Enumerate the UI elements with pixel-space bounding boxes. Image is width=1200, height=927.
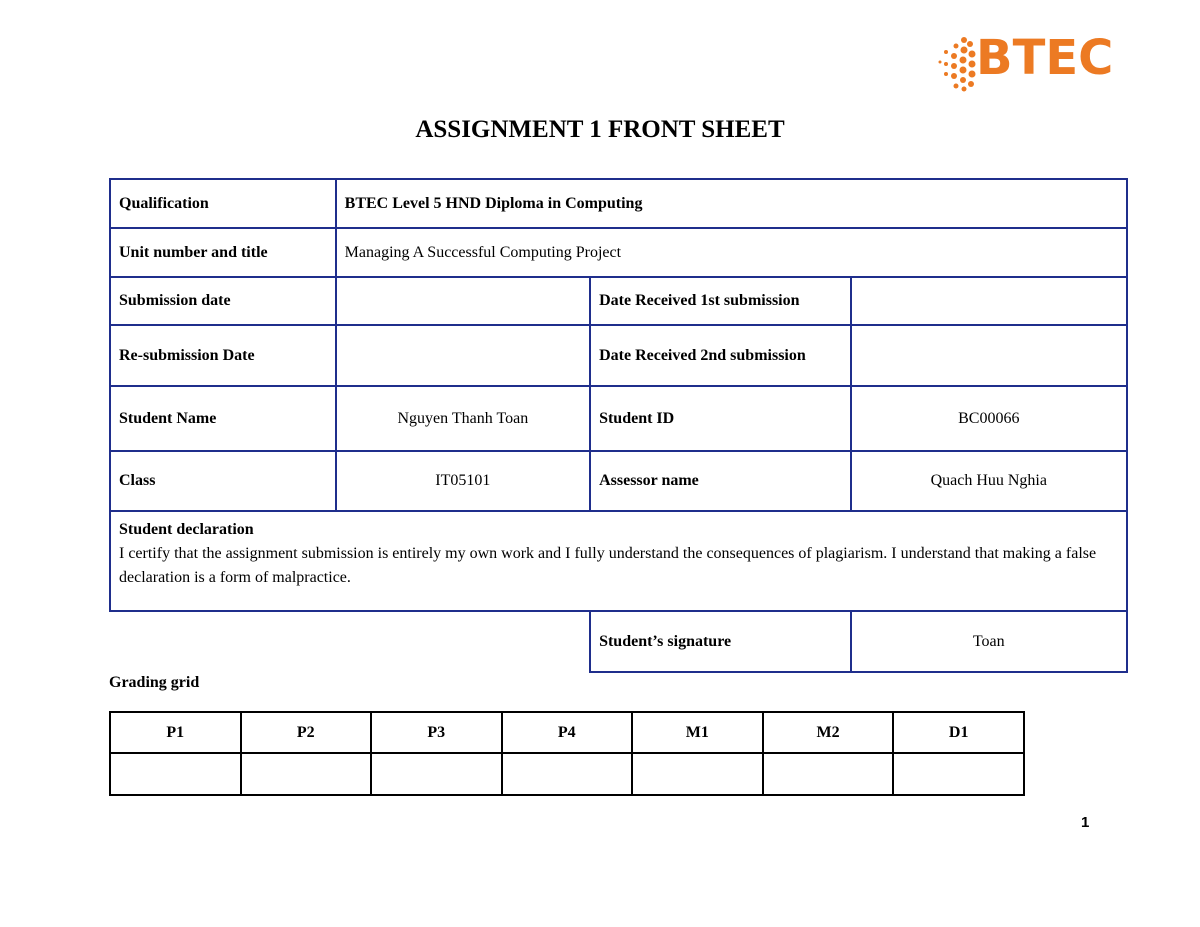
unit-value: Managing A Successful Computing Project [336, 228, 1127, 277]
grading-grid-table [109, 711, 1025, 796]
page-number: 1 [1081, 814, 1090, 831]
qualification-label: Qualification [110, 179, 336, 228]
student-id-value: BC00066 [851, 386, 1127, 451]
student-name-label: Student Name [110, 386, 336, 451]
grade-cell-p2[interactable] [241, 753, 372, 795]
date-received-1-label: Date Received 1st submission [590, 277, 850, 325]
grade-header-p4: P4 [502, 712, 633, 753]
row-class [110, 451, 1127, 511]
date-received-2-value[interactable] [851, 325, 1127, 386]
assessor-label: Assessor name [590, 451, 850, 511]
grade-cell-m2[interactable] [763, 753, 894, 795]
btec-logo [936, 30, 1122, 94]
grade-cell-p1[interactable] [110, 753, 241, 795]
row-declaration [110, 511, 1127, 611]
student-id-label: Student ID [590, 386, 850, 451]
grade-header-p1: P1 [110, 712, 241, 753]
front-sheet-table [109, 178, 1128, 673]
signature-label: Student’s signature [590, 611, 850, 672]
declaration-cell [110, 511, 1127, 611]
grade-header-m2: M2 [763, 712, 894, 753]
grade-header-p2: P2 [241, 712, 372, 753]
class-label: Class [110, 451, 336, 511]
grade-cell-d1[interactable] [893, 753, 1024, 795]
declaration-text: I certify that the assignment submission is entirely my own work and I fully understand the consequences of plagiarism. I understand that making a false declaration is a form of malpractice. [119, 545, 1097, 586]
grade-cell-m1[interactable] [632, 753, 763, 795]
class-value: IT05101 [336, 451, 590, 511]
grade-header-d1: D1 [893, 712, 1024, 753]
assessor-value: Quach Huu Nghia [851, 451, 1127, 511]
unit-label: Unit number and title [110, 228, 336, 277]
grading-value-row [110, 753, 1024, 795]
logo-text: BTEC [976, 30, 1114, 86]
submission-date-label: Submission date [110, 277, 336, 325]
declaration-heading: Student declaration [119, 521, 254, 538]
grade-header-p3: P3 [371, 712, 502, 753]
row-resubmission [110, 325, 1127, 386]
submission-date-value[interactable] [336, 277, 590, 325]
date-received-1-value[interactable] [851, 277, 1127, 325]
resubmission-date-label: Re-submission Date [110, 325, 336, 386]
student-name-value: Nguyen Thanh Toan [336, 386, 590, 451]
page-title: ASSIGNMENT 1 FRONT SHEET [415, 116, 785, 143]
grade-cell-p4[interactable] [502, 753, 633, 795]
resubmission-date-value[interactable] [336, 325, 590, 386]
row-submission [110, 277, 1127, 325]
grading-grid-label: Grading grid [109, 674, 200, 691]
row-student [110, 386, 1127, 451]
signature-spacer [110, 611, 590, 672]
row-signature [110, 611, 1127, 672]
signature-value: Toan [851, 611, 1127, 672]
grade-header-m1: M1 [632, 712, 763, 753]
date-received-2-label: Date Received 2nd submission [590, 325, 850, 386]
grade-cell-p3[interactable] [371, 753, 502, 795]
row-qualification [110, 179, 1127, 228]
row-unit [110, 228, 1127, 277]
qualification-value: BTEC Level 5 HND Diploma in Computing [336, 179, 1127, 228]
logo-dots-icon [936, 34, 976, 94]
grading-header-row [110, 712, 1024, 753]
